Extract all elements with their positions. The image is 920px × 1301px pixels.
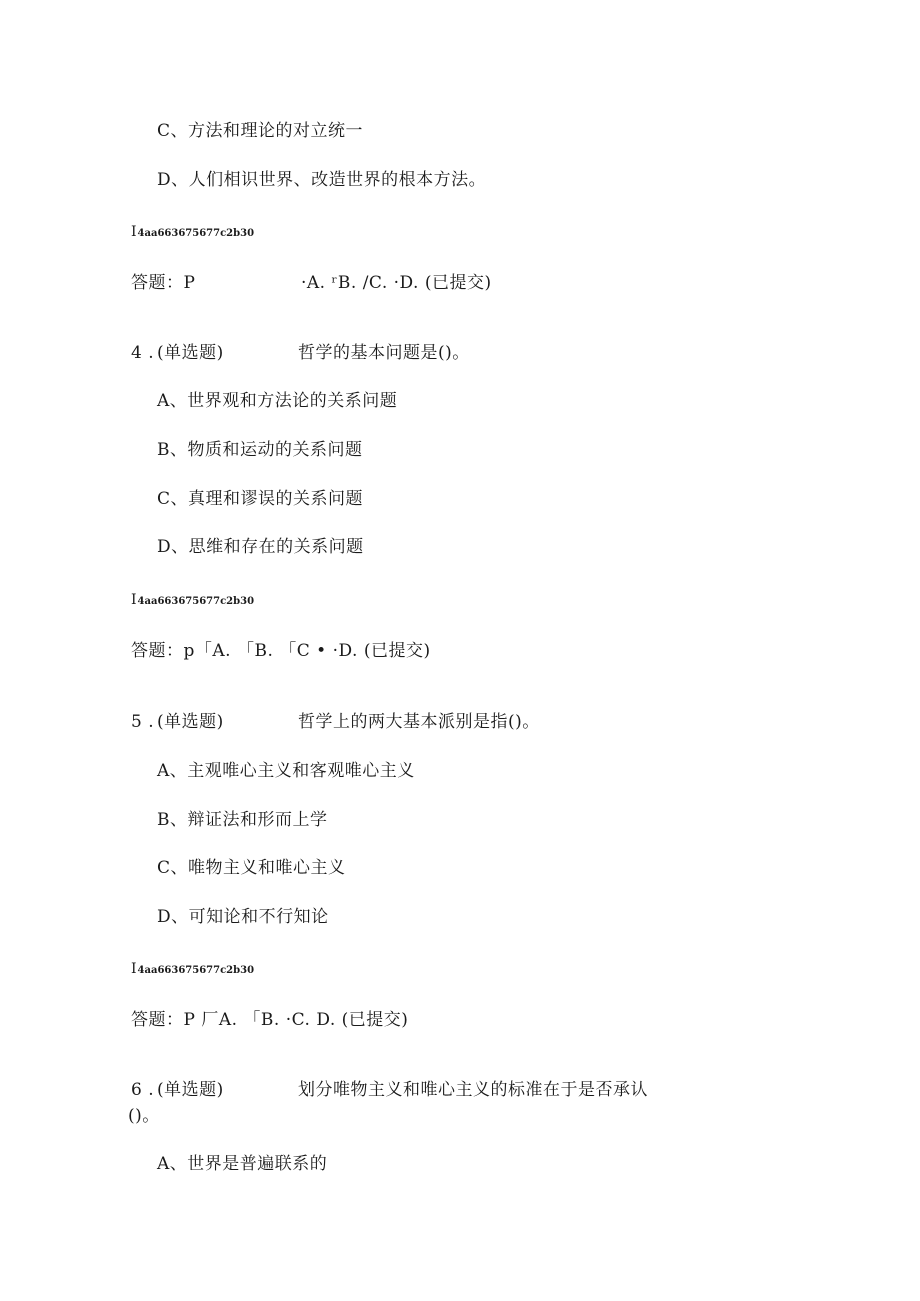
question-code xyxy=(131,593,254,609)
option-a: A、主观唯心主义和客观唯心主义 xyxy=(157,761,415,781)
question-number: 5 . xyxy=(131,712,155,732)
option-b: B、物质和运动的关系问题 xyxy=(157,440,363,460)
question-number: 6 . xyxy=(131,1080,155,1100)
question-code xyxy=(131,225,254,241)
question-type: (单选题) xyxy=(157,1080,224,1100)
option-c: C、唯物主义和唯心主义 xyxy=(157,858,346,878)
answer-label: 答题：P xyxy=(131,273,196,293)
question-4-header xyxy=(0,342,920,364)
answer-line xyxy=(131,272,492,294)
question-code-text: 4aa663675677c2b30 xyxy=(137,596,255,607)
option-d: D、人们相识世界、改造世界的根本方法。 xyxy=(157,170,487,190)
answer-choices: ·A. ʳB. /C. ·D. (已提交) xyxy=(301,273,492,293)
answer-line: 答题：P 厂A. 「B. ·C. D. (已提交) xyxy=(131,1010,409,1030)
option-b: B、辩证法和形而上学 xyxy=(157,810,328,830)
option-a: A、世界是普遍联系的 xyxy=(157,1154,328,1174)
question-code-text: 4aa663675677c2b30 xyxy=(137,965,255,976)
question-code xyxy=(131,962,254,978)
option-a: A、世界观和方法论的关系问题 xyxy=(157,391,398,411)
code-bar-icon: I xyxy=(131,961,137,977)
option-d: D、可知论和不行知论 xyxy=(157,907,329,927)
option-c: C、真理和谬误的关系问题 xyxy=(157,489,364,509)
question-text: 哲学上的两大基本派别是指()。 xyxy=(298,712,540,732)
question-code-text: 4aa663675677c2b30 xyxy=(137,228,255,239)
question-text: 划分唯物主义和唯心主义的标准在于是否承认 xyxy=(298,1080,648,1100)
question-6-header xyxy=(0,1079,920,1101)
question-type: (单选题) xyxy=(157,712,224,732)
question-5-header xyxy=(0,711,920,733)
code-bar-icon: I xyxy=(131,592,137,608)
option-c: C、方法和理论的对立统一 xyxy=(157,121,364,141)
option-d: D、思维和存在的关系问题 xyxy=(157,537,364,557)
question-text-continued: ()。 xyxy=(128,1106,160,1126)
answer-line: 答题：p「A. 「B. 「C • ·D. (已提交) xyxy=(131,641,431,661)
question-number: 4 . xyxy=(131,343,155,363)
code-bar-icon: I xyxy=(131,224,137,240)
question-text: 哲学的基本问题是()。 xyxy=(298,343,470,363)
question-type: (单选题) xyxy=(157,343,224,363)
